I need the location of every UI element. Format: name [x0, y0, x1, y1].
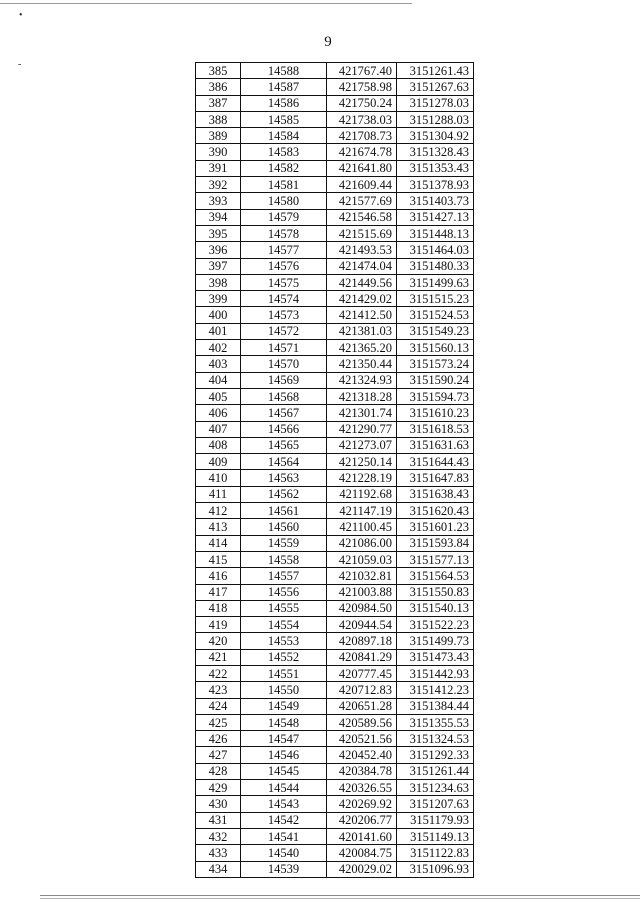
point-number-cell: 399	[196, 291, 241, 307]
table-row	[196, 861, 474, 877]
table-row	[196, 600, 474, 616]
y-coordinate-cell: 3151304.92	[397, 128, 474, 144]
parcel-number-cell: 14579	[241, 209, 327, 225]
x-coordinate-cell: 420084.75	[327, 845, 397, 861]
y-coordinate-cell: 3151207.63	[397, 796, 474, 812]
y-coordinate-cell: 3151590.24	[397, 372, 474, 388]
parcel-number-cell: 14565	[241, 437, 327, 453]
x-coordinate-cell: 421515.69	[327, 225, 397, 241]
parcel-number-cell: 14567	[241, 405, 327, 421]
parcel-number-cell: 14570	[241, 356, 327, 372]
point-number-cell: 427	[196, 747, 241, 763]
table-row	[196, 160, 474, 176]
parcel-number-cell: 14574	[241, 291, 327, 307]
point-number-cell: 417	[196, 584, 241, 600]
table-row	[196, 144, 474, 160]
point-number-cell: 389	[196, 128, 241, 144]
point-number-cell: 403	[196, 356, 241, 372]
y-coordinate-cell: 3151549.23	[397, 323, 474, 339]
x-coordinate-cell: 421003.88	[327, 584, 397, 600]
y-coordinate-cell: 3151149.13	[397, 828, 474, 844]
scan-dash: -	[18, 59, 22, 70]
x-coordinate-cell: 421381.03	[327, 323, 397, 339]
table-row	[196, 454, 474, 470]
parcel-number-cell: 14545	[241, 763, 327, 779]
table-row	[196, 649, 474, 665]
x-coordinate-cell: 421290.77	[327, 421, 397, 437]
table-row	[196, 845, 474, 861]
y-coordinate-cell: 3151473.43	[397, 649, 474, 665]
x-coordinate-cell: 421412.50	[327, 307, 397, 323]
point-number-cell: 404	[196, 372, 241, 388]
y-coordinate-cell: 3151427.13	[397, 209, 474, 225]
parcel-number-cell: 14553	[241, 633, 327, 649]
table-row	[196, 225, 474, 241]
point-number-cell: 430	[196, 796, 241, 812]
parcel-number-cell: 14540	[241, 845, 327, 861]
parcel-number-cell: 14543	[241, 796, 327, 812]
y-coordinate-cell: 3151412.23	[397, 682, 474, 698]
point-number-cell: 392	[196, 177, 241, 193]
table-row	[196, 617, 474, 633]
y-coordinate-cell: 3151122.83	[397, 845, 474, 861]
x-coordinate-cell: 421350.44	[327, 356, 397, 372]
y-coordinate-cell: 3151631.63	[397, 437, 474, 453]
point-number-cell: 411	[196, 486, 241, 502]
table-row	[196, 519, 474, 535]
parcel-number-cell: 14568	[241, 388, 327, 404]
point-number-cell: 400	[196, 307, 241, 323]
x-coordinate-cell: 421059.03	[327, 551, 397, 567]
y-coordinate-cell: 3151288.03	[397, 111, 474, 127]
y-coordinate-cell: 3151644.43	[397, 454, 474, 470]
table-row	[196, 372, 474, 388]
point-number-cell: 410	[196, 470, 241, 486]
y-coordinate-cell: 3151448.13	[397, 225, 474, 241]
point-number-cell: 385	[196, 63, 241, 79]
parcel-number-cell: 14569	[241, 372, 327, 388]
x-coordinate-cell: 421192.68	[327, 486, 397, 502]
parcel-number-cell: 14546	[241, 747, 327, 763]
table-row	[196, 682, 474, 698]
point-number-cell: 409	[196, 454, 241, 470]
x-coordinate-cell: 420206.77	[327, 812, 397, 828]
bottom-scan-line	[40, 895, 640, 896]
table-row	[196, 584, 474, 600]
x-coordinate-cell: 421032.81	[327, 568, 397, 584]
parcel-number-cell: 14580	[241, 193, 327, 209]
y-coordinate-cell: 3151179.93	[397, 812, 474, 828]
x-coordinate-cell: 421738.03	[327, 111, 397, 127]
x-coordinate-cell: 420841.29	[327, 649, 397, 665]
y-coordinate-cell: 3151601.23	[397, 519, 474, 535]
parcel-number-cell: 14584	[241, 128, 327, 144]
table-row	[196, 437, 474, 453]
point-number-cell: 394	[196, 209, 241, 225]
parcel-number-cell: 14575	[241, 274, 327, 290]
point-number-cell: 433	[196, 845, 241, 861]
x-coordinate-cell: 421758.98	[327, 79, 397, 95]
x-coordinate-cell: 420521.56	[327, 731, 397, 747]
point-number-cell: 418	[196, 600, 241, 616]
table-row	[196, 356, 474, 372]
parcel-number-cell: 14578	[241, 225, 327, 241]
x-coordinate-cell: 421147.19	[327, 503, 397, 519]
point-number-cell: 391	[196, 160, 241, 176]
y-coordinate-cell: 3151524.53	[397, 307, 474, 323]
x-coordinate-cell: 420384.78	[327, 763, 397, 779]
x-coordinate-cell: 420984.50	[327, 600, 397, 616]
table-row	[196, 193, 474, 209]
table-row	[196, 340, 474, 356]
parcel-number-cell: 14550	[241, 682, 327, 698]
x-coordinate-cell: 421641.80	[327, 160, 397, 176]
point-number-cell: 413	[196, 519, 241, 535]
x-coordinate-cell: 420589.56	[327, 714, 397, 730]
table-row	[196, 95, 474, 111]
x-coordinate-cell: 421577.69	[327, 193, 397, 209]
x-coordinate-cell: 421493.53	[327, 242, 397, 258]
parcel-number-cell: 14560	[241, 519, 327, 535]
y-coordinate-cell: 3151594.73	[397, 388, 474, 404]
y-coordinate-cell: 3151464.03	[397, 242, 474, 258]
parcel-number-cell: 14572	[241, 323, 327, 339]
point-number-cell: 414	[196, 535, 241, 551]
y-coordinate-cell: 3151378.93	[397, 177, 474, 193]
table-row	[196, 551, 474, 567]
x-coordinate-cell: 420326.55	[327, 780, 397, 796]
y-coordinate-cell: 3151618.53	[397, 421, 474, 437]
parcel-number-cell: 14571	[241, 340, 327, 356]
table-row	[196, 421, 474, 437]
point-number-cell: 406	[196, 405, 241, 421]
parcel-number-cell: 14564	[241, 454, 327, 470]
x-coordinate-cell: 421250.14	[327, 454, 397, 470]
y-coordinate-cell: 3151324.53	[397, 731, 474, 747]
x-coordinate-cell: 420029.02	[327, 861, 397, 877]
x-coordinate-cell: 421674.78	[327, 144, 397, 160]
x-coordinate-cell: 420712.83	[327, 682, 397, 698]
point-number-cell: 428	[196, 763, 241, 779]
y-coordinate-cell: 3151638.43	[397, 486, 474, 502]
point-number-cell: 386	[196, 79, 241, 95]
table-row	[196, 486, 474, 502]
table-row	[196, 796, 474, 812]
x-coordinate-cell: 421228.19	[327, 470, 397, 486]
parcel-number-cell: 14552	[241, 649, 327, 665]
table-row	[196, 405, 474, 421]
table-row	[196, 828, 474, 844]
point-number-cell: 431	[196, 812, 241, 828]
point-number-cell: 398	[196, 274, 241, 290]
x-coordinate-cell: 421429.02	[327, 291, 397, 307]
y-coordinate-cell: 3151267.63	[397, 79, 474, 95]
parcel-number-cell: 14541	[241, 828, 327, 844]
bottom-scan-line-secondary	[40, 898, 640, 899]
parcel-number-cell: 14582	[241, 160, 327, 176]
table-row	[196, 714, 474, 730]
y-coordinate-cell: 3151278.03	[397, 95, 474, 111]
point-number-cell: 387	[196, 95, 241, 111]
x-coordinate-cell: 421474.04	[327, 258, 397, 274]
point-number-cell: 388	[196, 111, 241, 127]
y-coordinate-cell: 3151292.33	[397, 747, 474, 763]
parcel-number-cell: 14549	[241, 698, 327, 714]
y-coordinate-cell: 3151384.44	[397, 698, 474, 714]
point-number-cell: 412	[196, 503, 241, 519]
y-coordinate-cell: 3151564.53	[397, 568, 474, 584]
x-coordinate-cell: 421365.20	[327, 340, 397, 356]
y-coordinate-cell: 3151499.73	[397, 633, 474, 649]
parcel-number-cell: 14562	[241, 486, 327, 502]
parcel-number-cell: 14587	[241, 79, 327, 95]
table-row	[196, 258, 474, 274]
coordinates-table	[195, 62, 474, 878]
point-number-cell: 420	[196, 633, 241, 649]
x-coordinate-cell: 421100.45	[327, 519, 397, 535]
parcel-number-cell: 14563	[241, 470, 327, 486]
y-coordinate-cell: 3151234.63	[397, 780, 474, 796]
y-coordinate-cell: 3151499.63	[397, 274, 474, 290]
page-number: 9	[324, 34, 332, 50]
table-row	[196, 568, 474, 584]
table-row	[196, 535, 474, 551]
point-number-cell: 424	[196, 698, 241, 714]
x-coordinate-cell: 421324.93	[327, 372, 397, 388]
x-coordinate-cell: 421708.73	[327, 128, 397, 144]
point-number-cell: 434	[196, 861, 241, 877]
point-number-cell: 393	[196, 193, 241, 209]
point-number-cell: 407	[196, 421, 241, 437]
y-coordinate-cell: 3151573.24	[397, 356, 474, 372]
y-coordinate-cell: 3151261.44	[397, 763, 474, 779]
y-coordinate-cell: 3151647.83	[397, 470, 474, 486]
point-number-cell: 408	[196, 437, 241, 453]
point-number-cell: 421	[196, 649, 241, 665]
table-row	[196, 503, 474, 519]
y-coordinate-cell: 3151261.43	[397, 63, 474, 79]
parcel-number-cell: 14566	[241, 421, 327, 437]
table-row	[196, 633, 474, 649]
parcel-number-cell: 14559	[241, 535, 327, 551]
table-row	[196, 291, 474, 307]
x-coordinate-cell: 421449.56	[327, 274, 397, 290]
y-coordinate-cell: 3151560.13	[397, 340, 474, 356]
parcel-number-cell: 14576	[241, 258, 327, 274]
y-coordinate-cell: 3151480.33	[397, 258, 474, 274]
parcel-number-cell: 14556	[241, 584, 327, 600]
parcel-number-cell: 14581	[241, 177, 327, 193]
table-row	[196, 79, 474, 95]
table-row	[196, 274, 474, 290]
table-row	[196, 209, 474, 225]
y-coordinate-cell: 3151577.13	[397, 551, 474, 567]
table-row	[196, 470, 474, 486]
parcel-number-cell: 14544	[241, 780, 327, 796]
x-coordinate-cell: 421318.28	[327, 388, 397, 404]
y-coordinate-cell: 3151403.73	[397, 193, 474, 209]
table-row	[196, 731, 474, 747]
parcel-number-cell: 14583	[241, 144, 327, 160]
x-coordinate-cell: 421301.74	[327, 405, 397, 421]
point-number-cell: 423	[196, 682, 241, 698]
point-number-cell: 432	[196, 828, 241, 844]
table-row	[196, 763, 474, 779]
point-number-cell: 425	[196, 714, 241, 730]
y-coordinate-cell: 3151593.84	[397, 535, 474, 551]
parcel-number-cell: 14551	[241, 665, 327, 681]
x-coordinate-cell: 420944.54	[327, 617, 397, 633]
point-number-cell: 426	[196, 731, 241, 747]
parcel-number-cell: 14539	[241, 861, 327, 877]
table-row	[196, 780, 474, 796]
table-row	[196, 698, 474, 714]
x-coordinate-cell: 420897.18	[327, 633, 397, 649]
table-row	[196, 242, 474, 258]
x-coordinate-cell: 420452.40	[327, 747, 397, 763]
parcel-number-cell: 14548	[241, 714, 327, 730]
x-coordinate-cell: 421086.00	[327, 535, 397, 551]
top-scan-line	[0, 3, 412, 4]
x-coordinate-cell: 420141.60	[327, 828, 397, 844]
y-coordinate-cell: 3151096.93	[397, 861, 474, 877]
point-number-cell: 397	[196, 258, 241, 274]
table-row	[196, 323, 474, 339]
point-number-cell: 422	[196, 665, 241, 681]
table-row	[196, 307, 474, 323]
x-coordinate-cell: 421750.24	[327, 95, 397, 111]
x-coordinate-cell: 421273.07	[327, 437, 397, 453]
parcel-number-cell: 14561	[241, 503, 327, 519]
table-row	[196, 111, 474, 127]
table-row	[196, 665, 474, 681]
point-number-cell: 416	[196, 568, 241, 584]
x-coordinate-cell: 421609.44	[327, 177, 397, 193]
x-coordinate-cell: 420651.28	[327, 698, 397, 714]
y-coordinate-cell: 3151328.43	[397, 144, 474, 160]
x-coordinate-cell: 421767.40	[327, 63, 397, 79]
table-row	[196, 177, 474, 193]
point-number-cell: 405	[196, 388, 241, 404]
y-coordinate-cell: 3151540.13	[397, 600, 474, 616]
x-coordinate-cell: 420777.45	[327, 665, 397, 681]
parcel-number-cell: 14588	[241, 63, 327, 79]
point-number-cell: 396	[196, 242, 241, 258]
scan-speck: •	[19, 10, 23, 21]
y-coordinate-cell: 3151515.23	[397, 291, 474, 307]
parcel-number-cell: 14573	[241, 307, 327, 323]
point-number-cell: 429	[196, 780, 241, 796]
y-coordinate-cell: 3151353.43	[397, 160, 474, 176]
y-coordinate-cell: 3151610.23	[397, 405, 474, 421]
parcel-number-cell: 14554	[241, 617, 327, 633]
parcel-number-cell: 14586	[241, 95, 327, 111]
table-row	[196, 63, 474, 79]
x-coordinate-cell: 420269.92	[327, 796, 397, 812]
parcel-number-cell: 14542	[241, 812, 327, 828]
point-number-cell: 401	[196, 323, 241, 339]
coordinates-table-body	[196, 63, 474, 878]
y-coordinate-cell: 3151550.83	[397, 584, 474, 600]
point-number-cell: 419	[196, 617, 241, 633]
y-coordinate-cell: 3151522.23	[397, 617, 474, 633]
table-row	[196, 388, 474, 404]
table-row	[196, 128, 474, 144]
point-number-cell: 415	[196, 551, 241, 567]
x-coordinate-cell: 421546.58	[327, 209, 397, 225]
parcel-number-cell: 14555	[241, 600, 327, 616]
parcel-number-cell: 14547	[241, 731, 327, 747]
table-row	[196, 747, 474, 763]
point-number-cell: 402	[196, 340, 241, 356]
parcel-number-cell: 14585	[241, 111, 327, 127]
y-coordinate-cell: 3151620.43	[397, 503, 474, 519]
table-row	[196, 812, 474, 828]
y-coordinate-cell: 3151355.53	[397, 714, 474, 730]
point-number-cell: 395	[196, 225, 241, 241]
parcel-number-cell: 14557	[241, 568, 327, 584]
parcel-number-cell: 14558	[241, 551, 327, 567]
point-number-cell: 390	[196, 144, 241, 160]
y-coordinate-cell: 3151442.93	[397, 665, 474, 681]
parcel-number-cell: 14577	[241, 242, 327, 258]
